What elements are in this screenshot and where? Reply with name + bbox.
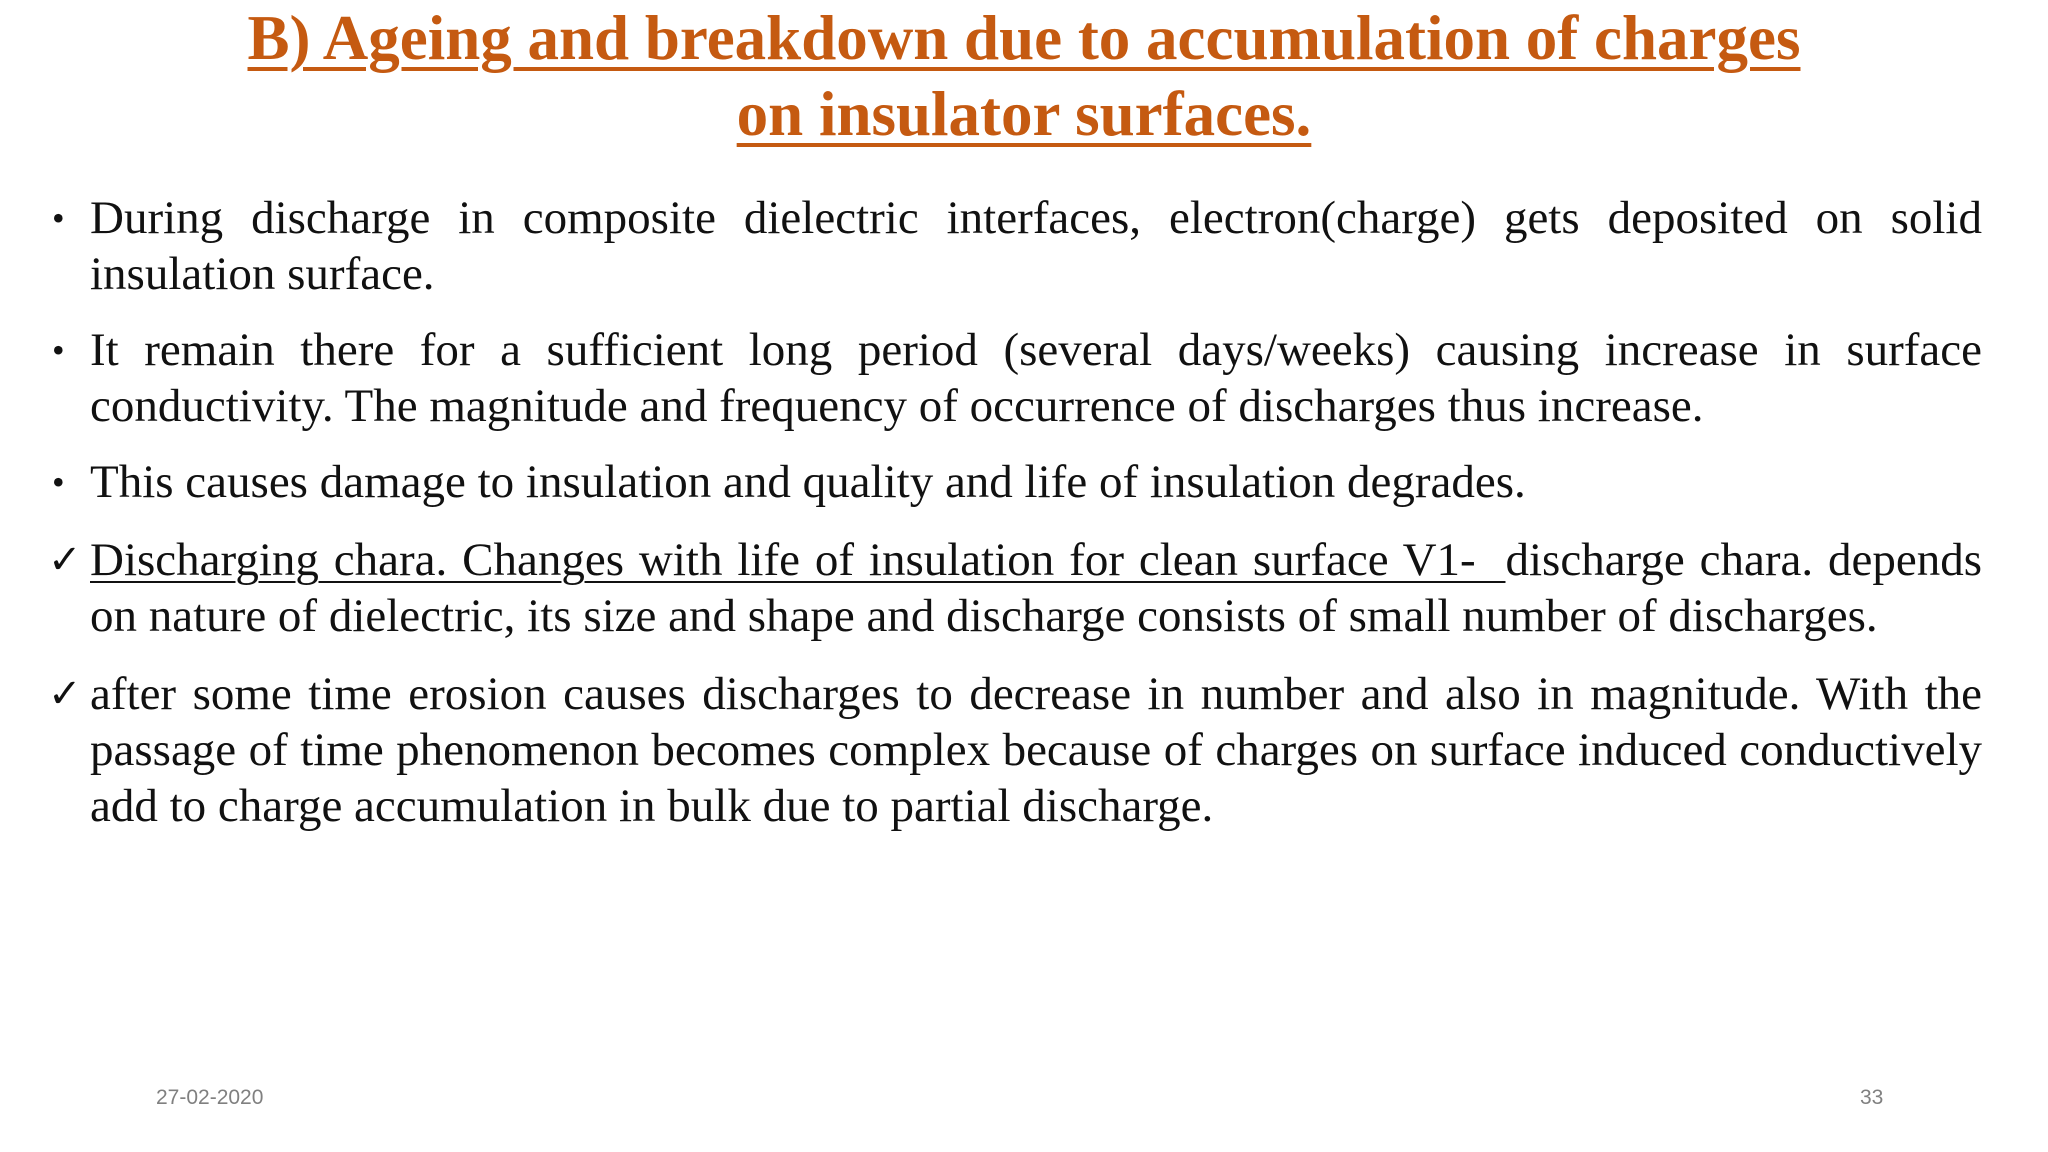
footer-date: 27-02-2020 [156, 1086, 264, 1109]
bullet-list [48, 190, 1982, 834]
checkmark-icon: ✓ [48, 671, 82, 716]
bullet-icon: • [52, 330, 65, 370]
bullet-text: discharge chara. depends on nature of dielectric, its size and shape and discharge consists of small number of discharges. [90, 534, 1982, 642]
bullet-text: after some time erosion causes discharges to decrease in number and also in magnitude. With the passage of time phenomenon becomes complex because of charges on surface induced conductively add to charge accumulation in bulk due to partial discharge. [90, 668, 1982, 832]
bullet-item-2 [48, 322, 1982, 434]
underlined-text: Discharging chara. Changes with life of insulation for clean surface V1- [90, 534, 1506, 586]
checkmark-icon: ✓ [48, 537, 82, 582]
bullet-text: It remain there for a sufficient long period (several days/weeks) causing increase in surface conductivity. The magnitude and frequency of occurrence of discharges thus increase. [90, 324, 1982, 432]
title-line-2: on insulator surfaces. [736, 79, 1312, 149]
title-line-1: B) Ageing and breakdown due to accumulation of charges [247, 3, 1801, 73]
check-item-1 [48, 532, 1982, 644]
slide-title [60, 0, 1988, 152]
bullet-item-3 [48, 454, 1982, 510]
bullet-text: During discharge in composite dielectric interfaces, electron(charge) gets deposited on solid insulation surface. [90, 192, 1982, 300]
slide-number: 33 [1860, 1086, 1884, 1109]
bullet-icon: • [52, 198, 65, 238]
check-item-2 [48, 666, 1982, 834]
bullet-text: This causes damage to insulation and quality and life of insulation degrades. [90, 456, 1526, 508]
bullet-item-1 [48, 190, 1982, 302]
bullet-icon: • [52, 462, 65, 502]
